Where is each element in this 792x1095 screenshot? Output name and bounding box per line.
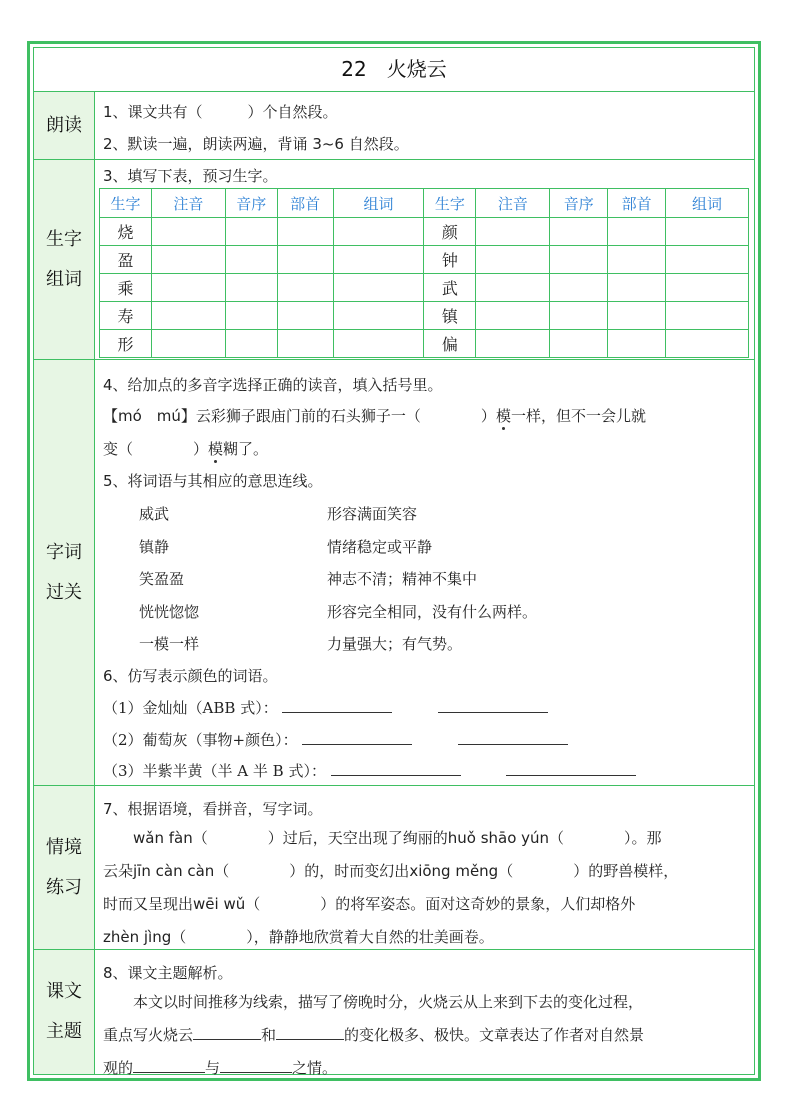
char-cell: 钟 bbox=[424, 246, 476, 274]
question-4-line-2 bbox=[103, 438, 268, 459]
table-header-cell: 生字 bbox=[424, 189, 476, 218]
paragraph-text: 和 bbox=[261, 1026, 277, 1044]
section-label-theme bbox=[34, 950, 95, 1074]
fill-cell[interactable] bbox=[225, 218, 277, 246]
section-context bbox=[34, 786, 754, 950]
sentence-text: 变（ ） bbox=[103, 440, 209, 458]
answer-blank[interactable] bbox=[506, 761, 636, 776]
answer-blank[interactable] bbox=[282, 698, 392, 713]
fill-cell[interactable] bbox=[476, 218, 550, 246]
fill-cell[interactable] bbox=[608, 330, 666, 358]
match-word[interactable]: 笑盈盈 bbox=[139, 570, 185, 588]
char-cell: 烧 bbox=[100, 218, 152, 246]
match-meaning[interactable]: 力量强大；有气势。 bbox=[327, 635, 463, 653]
table-header-cell: 组词 bbox=[666, 189, 749, 218]
question-6: 6、仿写表示颜色的词语。 bbox=[103, 667, 278, 685]
item-text: （1）金灿灿（ABB 式）： bbox=[103, 699, 278, 717]
answer-blank[interactable] bbox=[220, 1058, 292, 1073]
paragraph-text: 时而又呈现出 bbox=[103, 895, 194, 913]
fill-cell[interactable] bbox=[277, 330, 333, 358]
fill-cell[interactable] bbox=[225, 274, 277, 302]
label-text: 练习 bbox=[46, 876, 82, 898]
fill-cell[interactable] bbox=[608, 246, 666, 274]
char-cell: 偏 bbox=[424, 330, 476, 358]
fill-cell[interactable] bbox=[277, 274, 333, 302]
fill-cell[interactable] bbox=[666, 302, 749, 330]
question-2: 2、默读一遍，朗读两遍，背诵 3~6 自然段。 bbox=[103, 135, 409, 153]
paragraph-text: 之情。 bbox=[292, 1059, 338, 1077]
answer-blank[interactable] bbox=[331, 761, 461, 776]
match-word[interactable]: 威武 bbox=[139, 505, 170, 523]
match-meaning[interactable]: 神志不清；精神不集中 bbox=[327, 570, 478, 588]
fill-cell[interactable] bbox=[476, 302, 550, 330]
question-6-item-1 bbox=[103, 697, 548, 718]
fill-cell[interactable] bbox=[666, 218, 749, 246]
char-cell: 镇 bbox=[424, 302, 476, 330]
label-text: 组词 bbox=[46, 268, 82, 290]
section-body-theme bbox=[95, 950, 754, 1077]
fill-cell[interactable] bbox=[666, 330, 749, 358]
label-text: 主题 bbox=[46, 1021, 82, 1042]
table-row bbox=[100, 274, 749, 302]
fill-cell[interactable] bbox=[550, 246, 608, 274]
table-header-cell: 音序 bbox=[550, 189, 608, 218]
pinyin: wēi wǔ bbox=[193, 895, 246, 913]
fill-cell[interactable] bbox=[333, 218, 424, 246]
paragraph-text: 云朵 bbox=[103, 862, 134, 880]
fill-cell[interactable] bbox=[333, 330, 424, 358]
match-meaning[interactable]: 情绪稳定或平静 bbox=[327, 538, 433, 556]
paragraph-text: 观的 bbox=[103, 1059, 134, 1077]
fill-cell[interactable] bbox=[666, 246, 749, 274]
label-text: 课文 bbox=[46, 981, 82, 1002]
table-header-cell: 部首 bbox=[608, 189, 666, 218]
match-word[interactable]: 镇静 bbox=[139, 538, 170, 556]
table-row bbox=[100, 330, 749, 358]
answer-blank[interactable] bbox=[276, 1025, 344, 1040]
fill-cell[interactable] bbox=[151, 246, 225, 274]
fill-cell[interactable] bbox=[550, 274, 608, 302]
answer-blank[interactable] bbox=[302, 730, 412, 745]
paragraph-text: （ ）的将军姿态。面对这奇妙的景象，人们却格外 bbox=[245, 895, 636, 913]
fill-cell[interactable] bbox=[151, 218, 225, 246]
paragraph-line bbox=[103, 855, 746, 888]
paragraph-text: （ ）过后，天空出现了绚丽的 bbox=[192, 829, 448, 847]
sentence-text: 一样，但不一会儿就 bbox=[510, 407, 646, 425]
label-text: 过关 bbox=[46, 581, 82, 603]
fill-cell[interactable] bbox=[277, 302, 333, 330]
pinyin: zhèn jìng bbox=[103, 928, 172, 946]
question-7: 7、根据语境，看拼音，写字词。 bbox=[103, 800, 323, 818]
section-body-context bbox=[95, 786, 754, 949]
question-3: 3、填写下表，预习生字。 bbox=[103, 167, 278, 185]
label-text: 朗读 bbox=[46, 114, 82, 136]
table-header-cell: 部首 bbox=[277, 189, 333, 218]
char-cell: 颜 bbox=[424, 218, 476, 246]
table-row bbox=[100, 246, 749, 274]
fill-cell[interactable] bbox=[333, 246, 424, 274]
table-row bbox=[100, 218, 749, 246]
fill-cell[interactable] bbox=[608, 218, 666, 246]
section-label-reading bbox=[34, 92, 95, 159]
fill-cell[interactable] bbox=[608, 302, 666, 330]
fill-cell[interactable] bbox=[225, 302, 277, 330]
section-body-chars bbox=[95, 160, 754, 359]
question-6-item-2 bbox=[103, 729, 568, 750]
dotted-char: 模 bbox=[495, 407, 511, 425]
paragraph-text: 的变化极多、极快。文章表达了作者对自然景 bbox=[344, 1026, 645, 1044]
question-4-line-1 bbox=[103, 405, 646, 426]
table-header-cell: 注音 bbox=[476, 189, 550, 218]
dotted-char: 模 bbox=[208, 440, 224, 458]
fill-cell[interactable] bbox=[151, 302, 225, 330]
fill-cell[interactable] bbox=[608, 274, 666, 302]
char-cell: 盈 bbox=[100, 246, 152, 274]
question-5: 5、将词语与其相应的意思连线。 bbox=[103, 472, 323, 490]
char-cell: 武 bbox=[424, 274, 476, 302]
section-label-context bbox=[34, 786, 95, 949]
fill-cell[interactable] bbox=[550, 302, 608, 330]
fill-cell[interactable] bbox=[225, 330, 277, 358]
answer-blank[interactable] bbox=[438, 698, 548, 713]
pinyin: huǒ shāo yún bbox=[447, 829, 550, 847]
char-cell: 寿 bbox=[100, 302, 152, 330]
item-text: （3）半紫半黄（半 A 半 B 式）： bbox=[103, 762, 326, 780]
question-4: 4、给加点的多音字选择正确的读音，填入括号里。 bbox=[103, 376, 443, 394]
fill-cell[interactable] bbox=[476, 246, 550, 274]
pinyin: wǎn fàn bbox=[133, 829, 193, 847]
char-cell: 形 bbox=[100, 330, 152, 358]
answer-blank[interactable] bbox=[458, 730, 568, 745]
section-theme bbox=[34, 950, 754, 1077]
table-header-cell: 生字 bbox=[100, 189, 152, 218]
section-label-words bbox=[34, 360, 95, 785]
fill-cell[interactable] bbox=[225, 246, 277, 274]
section-chars bbox=[34, 160, 754, 360]
char-cell: 乘 bbox=[100, 274, 152, 302]
fill-cell[interactable] bbox=[333, 302, 424, 330]
table-header-row bbox=[100, 189, 749, 218]
question-6-item-3 bbox=[103, 760, 636, 781]
match-meaning[interactable]: 形容满面笑容 bbox=[327, 505, 418, 523]
paragraph-line bbox=[103, 822, 746, 855]
question-8: 8、课文主题解析。 bbox=[103, 964, 233, 982]
table-row bbox=[100, 302, 749, 330]
section-words bbox=[34, 360, 754, 786]
fill-cell[interactable] bbox=[476, 330, 550, 358]
section-reading bbox=[34, 92, 754, 160]
fill-cell[interactable] bbox=[277, 246, 333, 274]
section-body-words bbox=[95, 360, 754, 785]
fill-cell[interactable] bbox=[333, 274, 424, 302]
match-word[interactable]: 恍恍惚惚 bbox=[139, 603, 200, 621]
match-meaning[interactable]: 形容完全相同，没有什么两样。 bbox=[327, 603, 538, 621]
pinyin: jīn càn càn bbox=[133, 862, 215, 880]
paragraph-text: （ ），静静地欣赏着大自然的壮美画卷。 bbox=[171, 928, 494, 946]
table-header-cell: 组词 bbox=[333, 189, 424, 218]
sentence-text: 糊了。 bbox=[223, 440, 269, 458]
fill-cell[interactable] bbox=[151, 330, 225, 358]
section-label-chars bbox=[34, 160, 95, 359]
fill-cell[interactable] bbox=[666, 274, 749, 302]
label-text: 生字 bbox=[46, 228, 82, 250]
paragraph-text: 与 bbox=[205, 1059, 221, 1077]
paragraph-text: （ ）的，时而变幻出 bbox=[214, 862, 410, 880]
pinyin: xiōng měng bbox=[409, 862, 499, 880]
paragraph-text: （ ）的野兽模样， bbox=[498, 862, 679, 880]
paragraph-text: 重点写火烧云 bbox=[103, 1026, 194, 1044]
item-text: （2）葡萄灰（事物+颜色）： bbox=[103, 731, 298, 749]
paragraph-line: 本文以时间推移为线索，描写了傍晚时分，火烧云从上来到下去的变化过程， bbox=[133, 993, 644, 1011]
section-body-reading bbox=[95, 92, 754, 159]
theme-paragraph bbox=[103, 986, 746, 1085]
paragraph-line bbox=[103, 888, 746, 921]
fill-cell[interactable] bbox=[277, 218, 333, 246]
table-header-cell: 注音 bbox=[151, 189, 225, 218]
worksheet-inner bbox=[33, 47, 755, 1075]
fill-cell[interactable] bbox=[151, 274, 225, 302]
fill-cell[interactable] bbox=[550, 330, 608, 358]
paragraph-line bbox=[103, 1052, 746, 1085]
pinyin-options: 【mó mú】 bbox=[103, 407, 196, 425]
sentence-text: 云彩狮子跟庙门前的石头狮子一（ ） bbox=[195, 407, 496, 425]
answer-blank[interactable] bbox=[133, 1058, 205, 1073]
fill-cell[interactable] bbox=[476, 274, 550, 302]
paragraph-text: （ ）。那 bbox=[549, 829, 662, 847]
question-7-paragraph bbox=[103, 822, 746, 954]
label-text: 情境 bbox=[46, 836, 82, 858]
paragraph-line bbox=[103, 1019, 746, 1052]
worksheet-frame bbox=[27, 41, 761, 1081]
match-word[interactable]: 一模一样 bbox=[139, 635, 200, 653]
label-text: 字词 bbox=[46, 541, 82, 563]
answer-blank[interactable] bbox=[193, 1025, 261, 1040]
table-header-cell: 音序 bbox=[225, 189, 277, 218]
question-1: 1、课文共有（ ）个自然段。 bbox=[103, 103, 338, 121]
worksheet-title: 22 火烧云 bbox=[34, 48, 754, 92]
character-table bbox=[99, 188, 749, 358]
fill-cell[interactable] bbox=[550, 218, 608, 246]
